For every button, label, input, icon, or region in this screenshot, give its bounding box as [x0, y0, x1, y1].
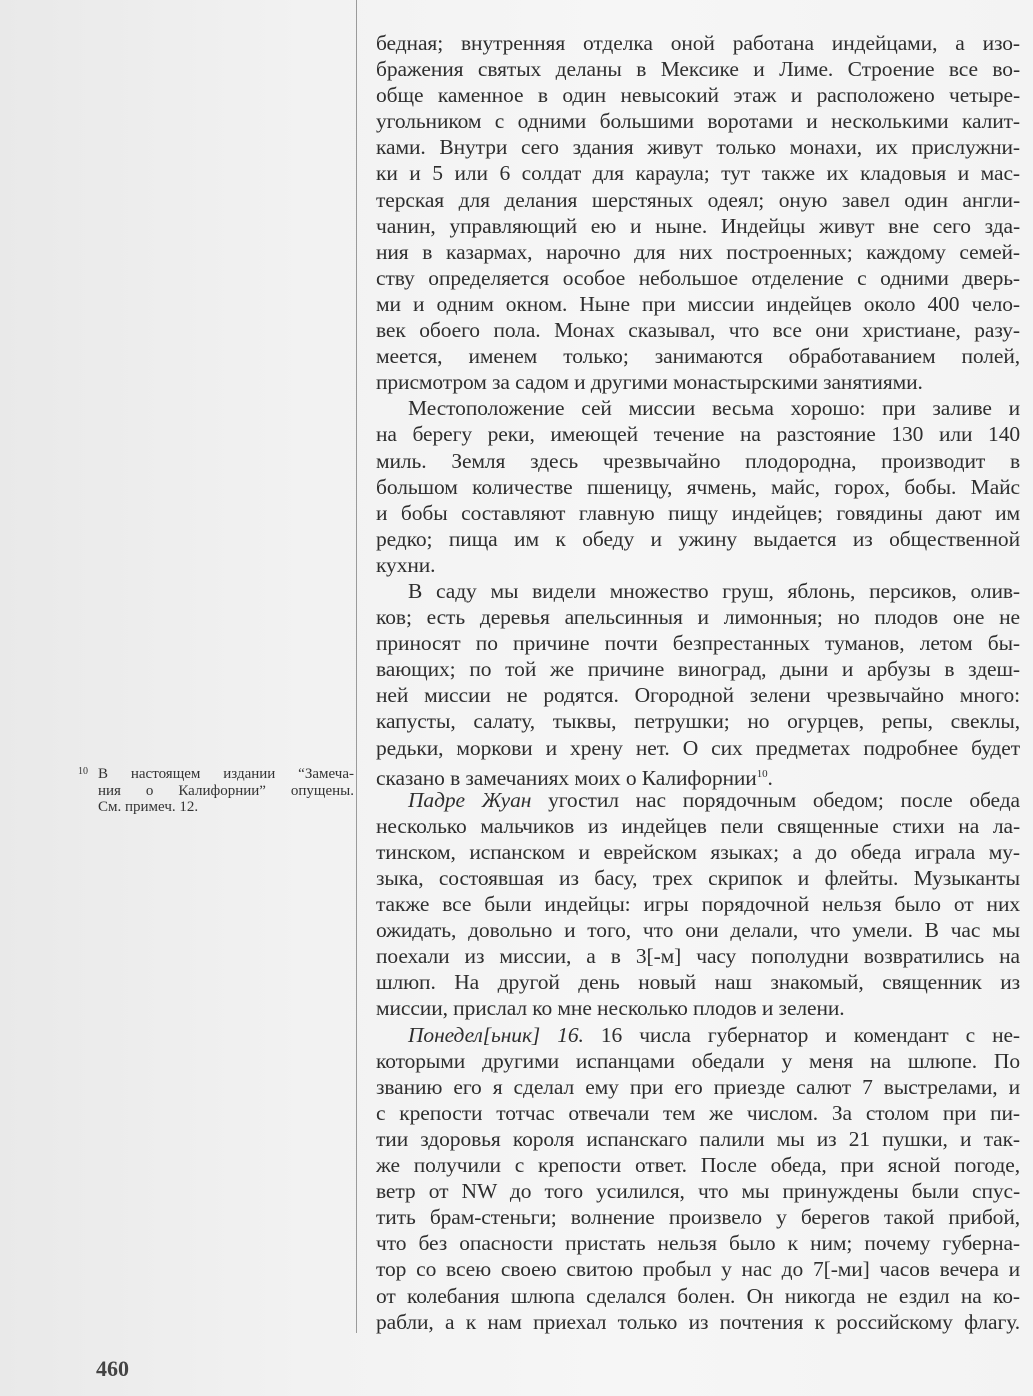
text-line	[376, 1178, 1020, 1204]
text-line	[376, 1074, 1020, 1100]
line-text: рабли, а к нам приехал только из почтения к российскому флагу.	[376, 1309, 1020, 1334]
text-line	[376, 682, 1020, 708]
text-line	[376, 343, 1020, 369]
line-text: приносят по причине почти безпрестанных туманов, летом бы-	[376, 631, 1020, 656]
line-text: кухни.	[376, 552, 436, 577]
line-text: угостил нас порядочным обедом; после обеда	[531, 787, 1020, 812]
line-text: бедная; внутренняя отделка оной работана индейцами, а изо-	[376, 31, 1020, 55]
line-text: редко; пища им к обеду и ужину выдается из общественной	[376, 526, 1020, 551]
line-text-end: .	[767, 765, 773, 790]
line-text: тить брам-стеньги; волнение произвело у берегов такой прибой,	[376, 1205, 1020, 1230]
line-text: с крепости тотчас отвечали тем же числом. За столом при пи-	[376, 1100, 1020, 1125]
line-text: ветр от NW до того усилился, что мы принуждены были спус-	[376, 1179, 1020, 1204]
line-text: ки и 5 или 6 солдат для караула; тут также их кладовыя и мас-	[376, 161, 1020, 186]
italic-heading: Понедел[ьник] 16.	[408, 1022, 584, 1047]
line-text: ми и одним окном. Ныне при миссии индейцев около 400 чело-	[376, 291, 1020, 316]
text-line	[376, 1309, 1020, 1335]
line-text: терская для делания шерстяных одеял; оную завел один англи-	[376, 187, 1020, 212]
text-line	[376, 526, 1020, 552]
text-line	[376, 1204, 1020, 1230]
text-line	[376, 108, 1020, 134]
text-line	[376, 1126, 1020, 1152]
text-line	[376, 630, 1020, 656]
line-text: В саду мы видели множество груш, яблонь, персиков, олив-	[408, 578, 1020, 603]
text-line	[376, 708, 1020, 734]
text-line	[376, 1230, 1020, 1256]
text-line	[376, 500, 1020, 526]
line-text: же получили с крепости ответ. После обеда, при ясной погоде,	[376, 1153, 1020, 1178]
text-line	[376, 56, 1020, 82]
line-text: вающих; по той же причине виноград, дыни и арбузы в здеш-	[376, 657, 1020, 682]
line-text: званию его я сделал ему при его приезде салют 7 выстрелами, и	[376, 1074, 1020, 1099]
text-line	[376, 761, 1020, 790]
text-line	[376, 656, 1020, 682]
text-line	[376, 839, 1020, 865]
line-text: век обоего пола. Монах сказывал, что все они христиане, разу-	[376, 318, 1020, 343]
text-line	[376, 969, 1020, 995]
text-line	[376, 395, 1020, 421]
text-line	[376, 474, 1020, 500]
line-text: несколько мальчиков из индейцев пели священные стихи на ла-	[376, 813, 1020, 838]
line-text: которыми другими испанцами обедали у меня на шлюпе. По	[376, 1048, 1020, 1073]
line-text: миль. Земля здесь чрезвычайно плодородна, производит в	[376, 448, 1020, 473]
italic-heading: Падре Жуан	[408, 787, 532, 812]
text-line	[376, 735, 1020, 761]
line-text: ния в казармах, нарочно для них построенных; каждому семей-	[376, 239, 1020, 264]
footnote-reference[interactable]: 10	[756, 767, 768, 780]
line-text: большом количестве пшеницу, ячмень, майс, горох, бобы. Майс	[376, 474, 1020, 499]
text-line	[376, 865, 1020, 891]
text-line	[376, 421, 1020, 447]
text-line	[376, 187, 1020, 213]
line-text: обще каменное в один невысокий этаж и расположено четыре-	[376, 83, 1020, 108]
line-text: присмотром за садом и другими монастырскими занятиями.	[376, 370, 923, 395]
text-line	[376, 1283, 1020, 1309]
line-text: тинском, испанском и еврейском языках; а до обеда играла му-	[376, 839, 1020, 864]
text-line	[376, 1256, 1020, 1282]
line-text: ней миссии не родятся. Огородной зелени чрезвычайно много:	[376, 683, 1020, 708]
text-line	[376, 578, 1020, 604]
main-text-column	[376, 30, 1020, 1335]
text-line	[376, 1048, 1020, 1074]
text-line	[376, 1100, 1020, 1126]
line-text: поехали из миссии, а в 3[-м] часу пополудни возвратились на	[376, 944, 1020, 969]
text-line	[376, 448, 1020, 474]
line-text: зыка, состоявшая из басу, трех скрипок и флейты. Музыканты	[376, 866, 1020, 890]
footnote-line: ния о Калифорнии” опущены.	[98, 782, 354, 799]
line-text: что без опасности пристать нельзя было к ним; почему губерна-	[376, 1231, 1020, 1256]
line-text: редьки, моркови и хрену нет. О сих предметах подробнее будет	[376, 735, 1020, 760]
line-text: шлюп. На другой день новый наш знакомый, священник из	[376, 970, 1020, 995]
text-line	[376, 82, 1020, 108]
text-line	[376, 995, 1020, 1021]
text-line	[376, 891, 1020, 917]
line-text: миссии, прислал ко мне несколько плодов и зелени.	[376, 996, 845, 1021]
text-line	[376, 1152, 1020, 1178]
footnote-line: В настоящем издании “Замеча-	[98, 766, 354, 782]
line-text: ков; есть деревья апельсинныя и лимонныя; но плодов оне не	[376, 605, 1020, 630]
text-line	[376, 369, 1020, 395]
line-text: тии здоровья короля испанскаго палили мы из 21 пушки, и так-	[376, 1126, 1020, 1151]
text-line	[376, 134, 1020, 160]
text-line	[376, 787, 1020, 813]
line-text: на берегу реки, имеющей течение на разстояние 130 или 140	[376, 422, 1020, 447]
text-line	[376, 813, 1020, 839]
text-line	[376, 943, 1020, 969]
line-text: сказано в замечаниях моих о Калифорнии	[376, 765, 757, 790]
line-text: от колебания шлюпа сделался болен. Он никогда не ездил на ко-	[376, 1283, 1020, 1308]
text-line	[376, 917, 1020, 943]
text-line	[376, 30, 1020, 56]
footnote-marker: 10	[78, 766, 88, 777]
line-text: угольником с одними большими воротами и несколькими калит-	[376, 109, 1020, 134]
text-line	[376, 317, 1020, 343]
margin-rule	[356, 0, 357, 1333]
line-text: капусты, салату, тыквы, петрушки; но огурцев, репы, свеклы,	[376, 709, 1020, 734]
line-text: ству определяется особое небольшое отделение с одними дверь-	[376, 265, 1020, 290]
line-text: меется, именем только; занимаются обработаванием полей,	[376, 344, 1020, 369]
footnote	[78, 766, 354, 816]
line-text: тор со всею своею свитою пробыл у нас до 7[-ми] часов вечера и	[376, 1257, 1020, 1282]
line-text: бражения святых деланы в Мексике и Лиме. Строение все во-	[376, 57, 1020, 82]
text-line	[376, 160, 1020, 186]
line-text: и бобы составляют главную пищу индейцев; говядины дают им	[376, 500, 1020, 525]
text-line	[376, 265, 1020, 291]
line-text: ками. Внутри сего здания живут только монахи, их прислужни-	[376, 135, 1020, 160]
text-line	[376, 604, 1020, 630]
line-text: Местоположение сей миссии весьма хорошо: при заливе и	[408, 396, 1020, 421]
text-line	[376, 1022, 1020, 1048]
line-text: ожидать, довольно и того, что они делали, что умели. В час мы	[376, 918, 1020, 943]
text-line	[376, 213, 1020, 239]
text-line	[376, 291, 1020, 317]
text-line	[376, 552, 1020, 578]
line-text: чанин, управляющий ею и ныне. Индейцы живут вне сего зда-	[376, 213, 1020, 238]
footnote-line: См. примеч. 12.	[98, 799, 199, 815]
text-line	[376, 239, 1020, 265]
line-text: 16 числа губернатор и комендант с не-	[583, 1022, 1020, 1047]
line-text: также все были индейцы: игры порядочной нельзя было от них	[376, 892, 1020, 917]
page-number: 460	[96, 1356, 129, 1381]
